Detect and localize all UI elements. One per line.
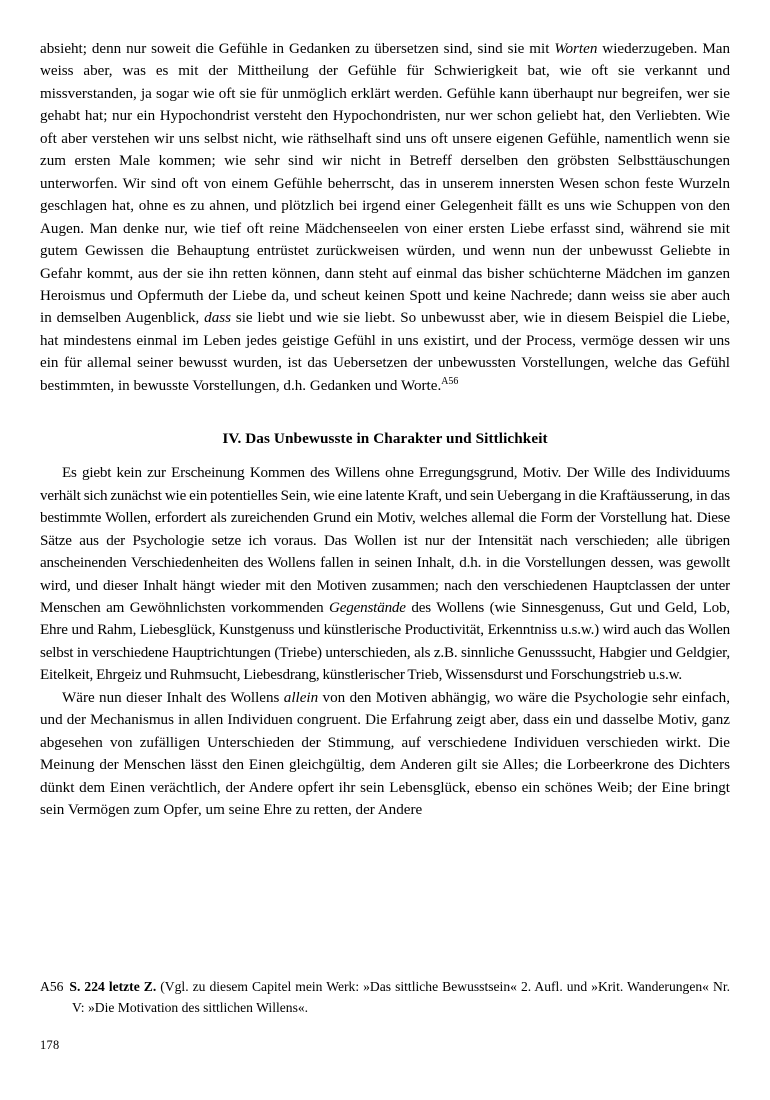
paragraph-text-segment: absieht; denn nur soweit die Gefühle in Gedanken zu übersetzen sind, sind sie mit: [40, 41, 555, 57]
footnote-text: (Vgl. zu diesem Capitel mein Werk: »Das sittliche Bewusstsein« 2. Aufl. und »Krit. Wanderungen« Nr. V: »Die Motivation des sittlichen Willens«.: [72, 979, 730, 1015]
section-heading: IV. Das Unbewusste in Charakter und Sittlichkeit: [222, 430, 548, 448]
paragraph-feelings-into-words: [40, 38, 730, 397]
paragraph-individual-differences: [40, 687, 730, 822]
paragraph-text-segment: sie liebt und wie sie liebt. So unbewusst aber, wie in diesem Beispiel die Liebe, hat mindestens einmal im Leben jedes geistige Gefühl in uns existirt, und der Process, vermöge dessen wir uns ein für allemal seiner bewusst wurden, ist das Uebersetzen der unbewussten Vorstellungen, welche das Gefühl bestimmten, in bewusste Vorstellungen, d.h. Gedanken und Worte.: [40, 310, 731, 394]
paragraph-text-segment: Es giebt kein zur Erscheinung Kommen des Willens ohne Erregungsgrund, Motiv. Der Wille des Individuums verhält sich zunächst wie ein potentielles Sein, wie eine latente Kraft, und sein Uebergang in die Kraftäusserung, in das bestimmte Wollen, erfordert als zureichenden Grund ein Motiv, welches allemal die Form der Vorstellung hat. Diese Sätze aus der Psychologie setze ich voraus. Das Wollen ist nur der Intensität nach verschieden; alle übrigen anscheinenden Verschiedenheiten des Wollens fallen in seinen Inhalt, d.h. in die Vorstellungen dessen, was gewollt wird, und dieser Inhalt hängt wieder mit den Motiven zusammen; nach den verschiedenen Hauptclassen der unter Menschen am Gewöhnlichsten vorkommenden: [40, 465, 730, 616]
emphasis-gegenstaende: Gegenstände: [329, 599, 406, 616]
paragraph-text-segment: wiederzugeben. Man weiss aber, was es mit der Mittheilung der Gefühle für Schwierigkeit bat, wie oft sie verkannt und missverstanden, ja sogar wie oft sie für unmöglich erklärt werden. Gefühle kann überhaupt nur begreifen, wer sie gehabt hat; nur ein Hypochondrist versteht den Hypochondristen, nur wer schon geliebt hat, den Verliebten. Wie oft aber verstehen wir uns selbst nicht, wie räthselhaft sind uns oft unsere eigenen Gefühle, namentlich wenn sie zum ersten Male kommen; wie sehr sind wir nicht in Betreff derselben den gröbsten Selbsttäuschungen unterworfen. Wir sind oft von einem Gefühle beherrscht, das in unserem innersten Wesen schon feste Wurzeln geschlagen hat, ohne es zu ahnen, und plötzlich bei irgend einer Gelegenheit fällt es uns wie Schuppen von den Augen. Man denke nur, wie tief oft reine Mädchenseelen von einer ersten Liebe erfasst sind, während sie mit gutem Gewissen die Behauptung entrüstet zurückweisen würden, und wenn nun der unbewusst Geliebte in Gefahr kommt, aus der sie ihn retten können, dann steht auf einmal das bisher schüchterne Mädchen im ganzen Heroismus und Opfermuth der Liebe da, und scheut keinen Spott und keine Nachrede; dann weiss sie aber auch in demselben Augenblick,: [40, 41, 731, 327]
spacer-above-heading: [40, 397, 730, 430]
paragraph-text-segment: Wäre nun dieser Inhalt des Wollens: [62, 689, 284, 706]
emphasis-worten: Worten: [554, 41, 598, 57]
paragraph-text-segment: des Wollens (wie Sinnesgenuss, Gut und Geld, Lob, Ehre und Rahm, Liebesglück, Kunstgenuss und künstlerische Productivität, Erkenntniss u.s.w.) wird auch das Wollen selbst in verschiedene Hauptrichtungen (Triebe) unterschieden, als z.B. sinnliche Genusssucht, Habgier und Geldgier, Eitelkeit, Ehrgeiz und Ruhmsucht, Liebesdrang, künstlerischer Trieb, Wissensdurst und Forschungstrieb u.s.w.: [40, 599, 730, 684]
spacer-below-heading: [40, 448, 730, 462]
footnote-marker: A56: [40, 979, 64, 994]
footnote-bold-reference: S. 224 letzte Z.: [69, 979, 157, 994]
page-number: 178: [40, 1038, 60, 1052]
paragraph-will-and-motive: [40, 462, 730, 687]
footnote-reference-marker[interactable]: A56: [441, 375, 459, 387]
paragraph-text-segment: von den Motiven abhängig, wo wäre die Psychologie sehr einfach, und der Mechanismus in allen Individuen congruent. Die Erfahrung zeigt aber, dass ein und dasselbe Motiv, ganz abgesehen von zufälligen Unterschieden der Stimmung, auf verschiedene Individuen verschieden wirkt. Die Meinung der Menschen lässt den Einen gleichgültig, dem Anderen gilt sie Alles; die Lorbeerkrone des Dichters dünkt dem Einen verächtlich, der Andere opfert ihr sein Lebensglück, ebenso ein schönes Weib; der Eine bringt sein Vermögen zum Opfer, um seine Ehre zu retten, der Andere: [40, 689, 731, 819]
page-text-column: [40, 38, 730, 822]
emphasis-allein: allein: [283, 689, 319, 706]
emphasis-dass: dass: [204, 310, 231, 327]
footnote-entry: [40, 977, 730, 1018]
footnote-section: [40, 977, 730, 1018]
